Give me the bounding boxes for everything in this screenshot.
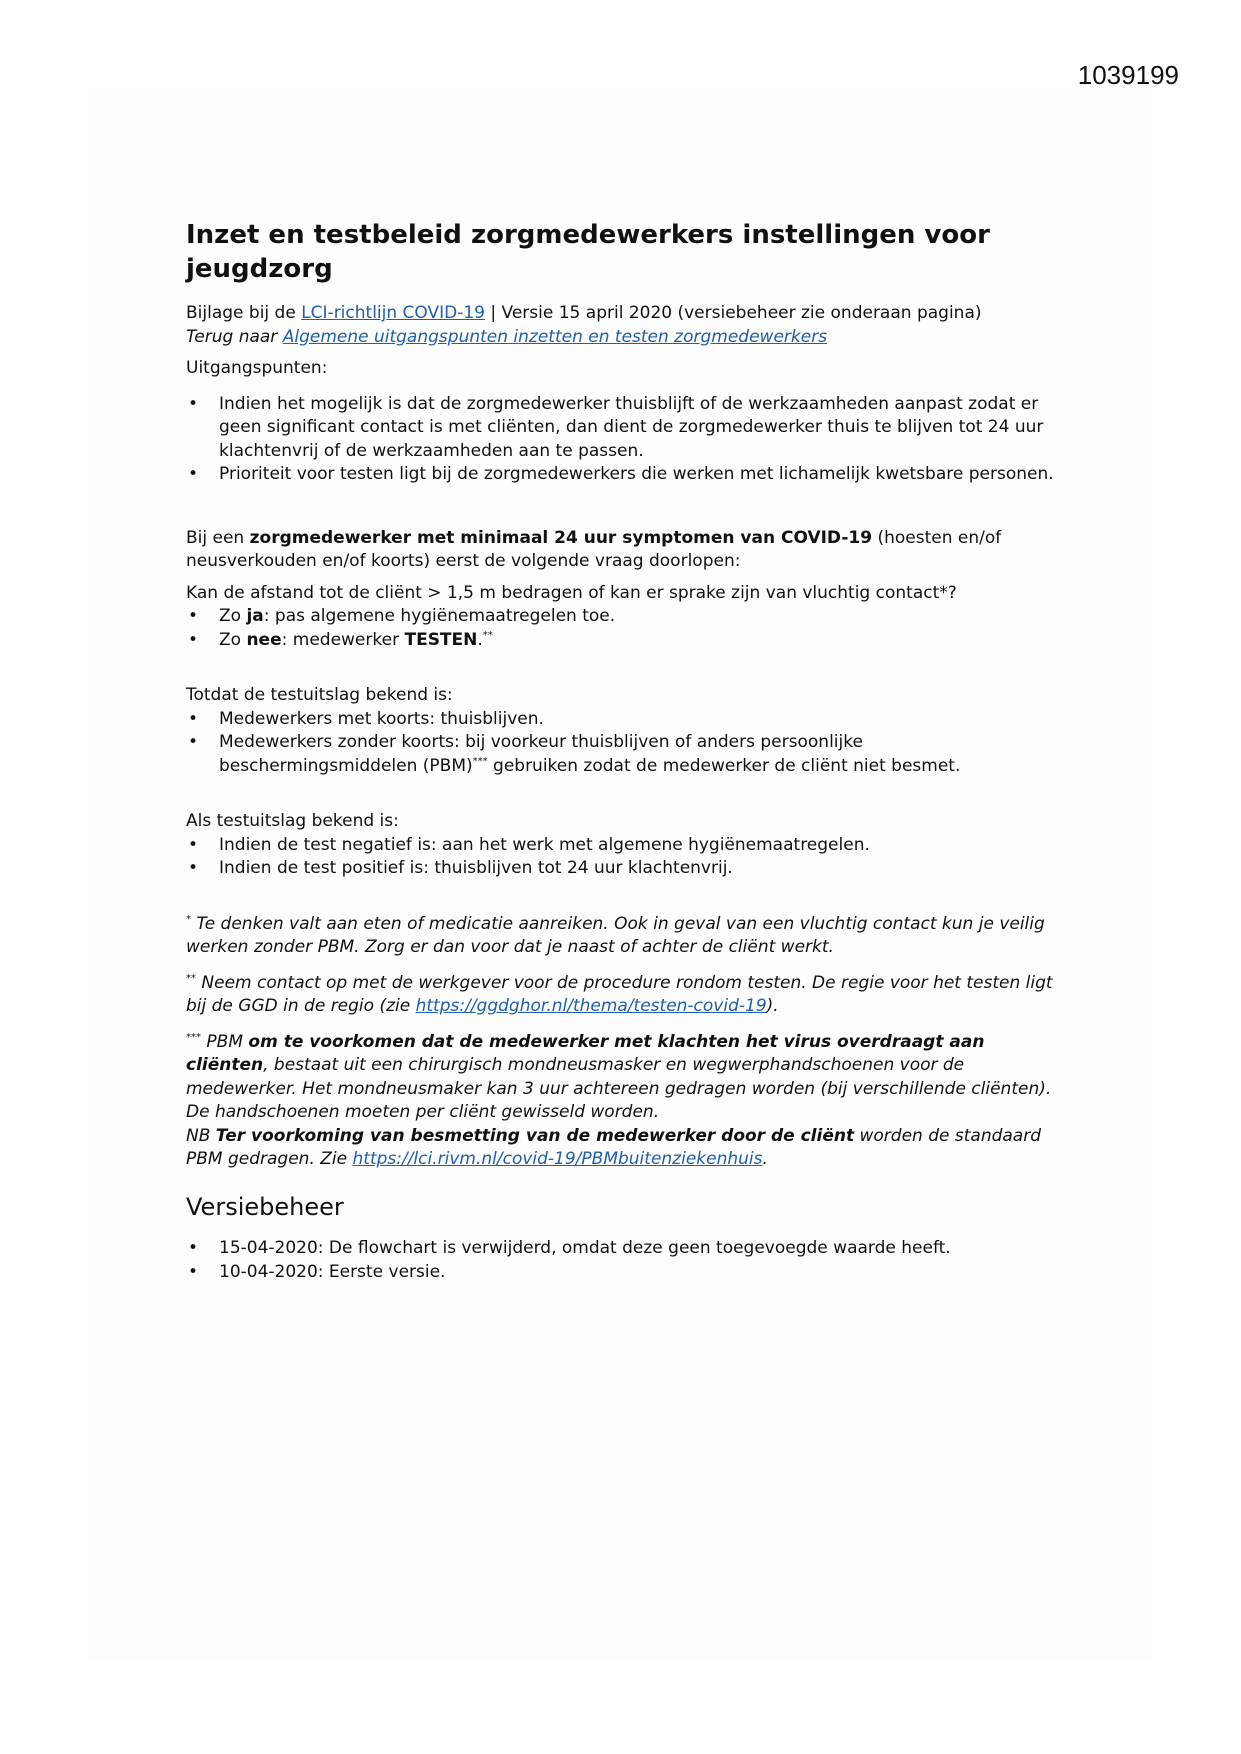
answer-yes-pre: Zo bbox=[219, 606, 242, 626]
footnote-marker: ** bbox=[186, 972, 196, 984]
symptoms-pre: Bij een bbox=[186, 527, 245, 548]
back-link[interactable]: Algemene uitgangspunten inzetten en testen zorgmedewerkers bbox=[282, 326, 828, 347]
principles-list bbox=[186, 393, 1066, 487]
answer-yes-post: : pas algemene hygiënemaatregelen toe. bbox=[263, 606, 616, 626]
answers-list bbox=[186, 605, 1066, 652]
footnote-marker: *** bbox=[472, 755, 488, 767]
footnote-nb-pre: NB bbox=[186, 1125, 216, 1146]
footnote-nb-bold: Ter voorkoming van besmetting van de medewerker door de cliënt bbox=[215, 1125, 855, 1146]
ggdghor-link[interactable]: https://ggdghor.nl/thema/testen-covid-19 bbox=[415, 996, 767, 1016]
list-item bbox=[186, 731, 1066, 778]
footnote-3 bbox=[186, 1031, 1066, 1172]
footnote-2-end: ). bbox=[766, 996, 779, 1016]
footnote-nb-end: . bbox=[762, 1149, 768, 1169]
until-list bbox=[186, 708, 1066, 779]
list-item: • Medewerkers met koorts: thuisblijven. bbox=[186, 708, 1066, 732]
footnote-marker: * bbox=[186, 913, 191, 925]
symptoms-paragraph bbox=[186, 527, 1066, 574]
list-item: • 15-04-2020: De flowchart is verwijderd, omdat deze geen toegevoegde waarde heeft. bbox=[186, 1237, 1066, 1261]
list-item: • Indien de test negatief is: aan het werk met algemene hygiënemaatregelen. bbox=[186, 834, 1066, 858]
list-item: • 10-04-2020: Eerste versie. bbox=[186, 1261, 1066, 1285]
list-item: • Prioriteit voor testen ligt bij de zorgmedewerkers die werken met lichamelijk kwetsbare personen. bbox=[186, 463, 1066, 487]
symptoms-bold: zorgmedewerker met minimaal 24 uur symptomen van COVID-19 bbox=[249, 527, 873, 548]
result-list bbox=[186, 834, 1066, 881]
until-item2-pre: Medewerkers zonder koorts: bij voorkeur thuisblijven of anders persoonlijke beschermingsmiddelen (PBM) bbox=[219, 732, 863, 776]
question: Kan de afstand tot de cliënt > 1,5 m bedragen of kan er sprake zijn van vluchtig contact*? bbox=[186, 582, 957, 603]
symptoms-post: (hoesten en/of neusverkouden en/of koorts) eerst de volgende vraag doorlopen: bbox=[186, 527, 1002, 571]
answer-no-pre: Zo bbox=[219, 629, 242, 650]
footnote-2-text: Neem contact op met de werkgever voor de procedure rondom testen. De regie voor het testen ligt bij de GGD in de regio (zie bbox=[186, 972, 1053, 1016]
version-list bbox=[186, 1237, 1066, 1284]
answer-no-testen: TESTEN bbox=[404, 629, 478, 650]
rivm-pbm-link[interactable]: https://lci.rivm.nl/covid-19/PBMbuitenziekenhuis bbox=[352, 1149, 763, 1169]
footnote-1-text: Te denken valt aan eten of medicatie aanreiken. Ook in geval van een vluchtig contact kun je veilig werken zonder PBM. Zorg er dan voor dat je naast of achter de cliënt werkt. bbox=[186, 913, 1045, 957]
footnote-3-bold: om te voorkomen dat de medewerker met klachten het virus overdraagt aan cliënten bbox=[186, 1031, 985, 1075]
back-line bbox=[186, 326, 1066, 350]
document-content bbox=[186, 218, 1066, 1284]
answer-no-mid: : medewerker bbox=[281, 629, 400, 650]
footnote-marker: ** bbox=[482, 629, 493, 641]
back-prefix: Terug naar bbox=[186, 326, 278, 347]
list-item: • Indien de test positief is: thuisblijven tot 24 uur klachtenvrij. bbox=[186, 857, 1066, 881]
footnote-3-text: , bestaat uit een chirurgisch mondneusmasker en wegwerphandschoenen voor de medewerker. Het mondneusmaker kan 3 uur achtereen gedragen worden (bij verschillende cliënten). De handschoenen moeten per cliënt gewisseld worden. bbox=[186, 1055, 1052, 1122]
answer-yes-bold: ja bbox=[246, 606, 264, 626]
until-heading: Totdat de testuitslag bekend is: bbox=[186, 685, 453, 705]
footnote-2 bbox=[186, 972, 1066, 1019]
subtitle-prefix: Bijlage bij de bbox=[186, 303, 296, 323]
list-item: • Indien het mogelijk is dat de zorgmedewerker thuisblijft of de werkzaamheden aanpast zodat er geen significant contact is met cliënten, dan dient de zorgmedewerker thuis te blijven tot 24 uur klachtenvrij of de werkzaamheden aan te passen. bbox=[186, 393, 1066, 464]
footnote-marker: *** bbox=[186, 1031, 201, 1043]
footnote-3-pre: PBM bbox=[201, 1031, 249, 1052]
footnote-nb-text: worden de standaard PBM gedragen. Zie bbox=[186, 1125, 1041, 1169]
lci-guideline-link[interactable]: LCI-richtlijn COVID-19 bbox=[301, 303, 485, 323]
footnote-1 bbox=[186, 913, 1066, 960]
page-title: Inzet en testbeleid zorgmedewerkers instellingen voor jeugdzorg bbox=[186, 220, 990, 284]
document-id: 1039199 bbox=[1077, 60, 1179, 90]
subtitle-line bbox=[186, 302, 1066, 326]
principles-heading: Uitgangspunten: bbox=[186, 358, 328, 378]
until-item2-post: gebruiken zodat de medewerker de cliënt niet besmet. bbox=[487, 755, 961, 776]
result-heading: Als testuitslag bekend is: bbox=[186, 811, 399, 831]
answer-yes bbox=[186, 605, 1066, 629]
answer-no bbox=[186, 629, 1066, 653]
answer-no-bold: nee bbox=[246, 629, 282, 650]
version-heading: Versiebeheer bbox=[186, 1192, 344, 1221]
answer-no-end: . bbox=[477, 629, 483, 650]
subtitle-suffix: | Versie 15 april 2020 (versiebeheer zie onderaan pagina) bbox=[490, 303, 982, 323]
